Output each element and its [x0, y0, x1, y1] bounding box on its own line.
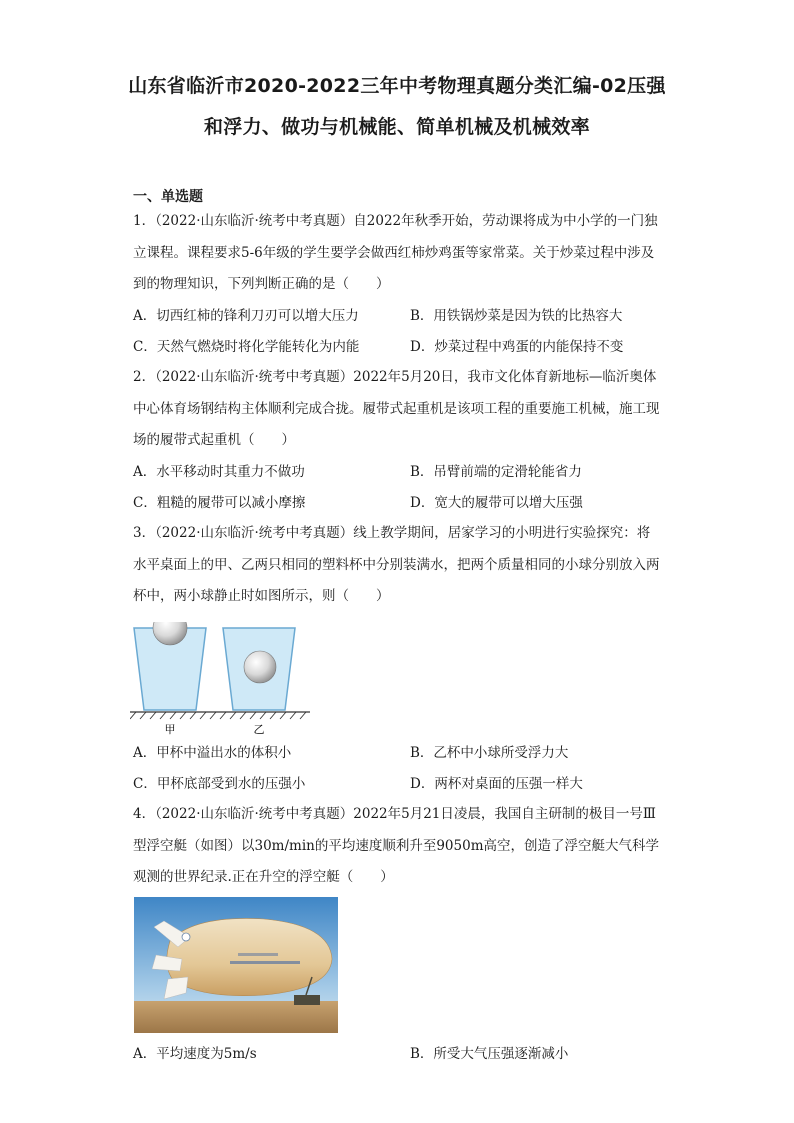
- cups-figure: [130, 622, 310, 737]
- question-2-option-a: A．水平移动时其重力不做功: [133, 464, 305, 480]
- ground-vehicle: [294, 995, 320, 1005]
- question-1-option-d: D．炒菜过程中鸡蛋的内能保持不变: [410, 339, 624, 355]
- question-1-stem: 1．（2022·山东临沂·统考中考真题）自2022年秋季开始，劳动课将成为中小学的一门独立课程。课程要求5-6年级的学生要学会做西红柿炒鸡蛋等家常菜。关于炒菜过程中涉及到的物理知识，下列判断正确的是（ ）: [133, 213, 658, 292]
- question-3-stem: 3．（2022·山东临沂·统考中考真题）线上教学期间，居家学习的小明进行实验探究：将水平桌面上的甲、乙两只相同的塑料杯中分别装满水，把两个质量相同的小球分别放入两杯中，两小球静止时如图所示，则（ ）: [133, 525, 660, 604]
- question-2-option-d: D．宽大的履带可以增大压强: [410, 495, 583, 511]
- section-heading: 一、单选题: [133, 189, 203, 205]
- airship-photo: [134, 897, 338, 1033]
- question-4-option-a: A．平均速度为5m/s: [133, 1046, 257, 1062]
- question-1-option-c: C．天然气燃烧时将化学能转化为内能: [133, 339, 360, 355]
- question-3-option-b: B．乙杯中小球所受浮力大: [410, 745, 569, 761]
- cup-jia: [134, 622, 206, 710]
- question-2-option-c: C．粗糙的履带可以减小摩擦: [133, 495, 306, 511]
- page-title: 山东省临沂市2020-2022三年中考物理真题分类汇编-02压强和浮力、做功与机械能、简单机械及机械效率: [128, 75, 666, 138]
- table-hatching: [130, 712, 306, 719]
- question-3-option-c: C．甲杯底部受到水的压强小: [133, 776, 306, 792]
- ball-yi: [244, 651, 276, 683]
- question-4-stem: 4．（2022·山东临沂·统考中考真题）2022年5月21日凌晨，我国自主研制的极目一号Ⅲ型浮空艇（如图）以30m/min的平均速度顺利升至9050m高空，创造了浮空艇大气科学观测的世界纪录.正在升空的浮空艇（ ）: [133, 806, 659, 885]
- question-3-option-a: A．甲杯中溢出水的体积小: [133, 745, 292, 761]
- question-1-option-b: B．用铁锅炒菜是因为铁的比热容大: [410, 308, 623, 324]
- question-1-option-a: A．切西红柿的锋利刀刃可以增大压力: [133, 308, 359, 324]
- question-4-option-b: B．所受大气压强逐渐减小: [410, 1046, 569, 1062]
- cup-yi: [223, 628, 295, 710]
- question-2-option-b: B．吊臂前端的定滑轮能省力: [410, 464, 582, 480]
- airship: [152, 918, 332, 999]
- question-2-stem: 2．（2022·山东临沂·统考中考真题）2022年5月20日，我市文化体育新地标—临沂奥体中心体育场钢结构主体顺利完成合拢。履带式起重机是该项工程的重要施工机械，施工现场的履带式起重机（ ）: [133, 369, 660, 448]
- label-yi: 乙: [253, 723, 265, 736]
- question-3-option-d: D．两杯对桌面的压强一样大: [410, 776, 583, 792]
- label-jia: 甲: [164, 723, 176, 736]
